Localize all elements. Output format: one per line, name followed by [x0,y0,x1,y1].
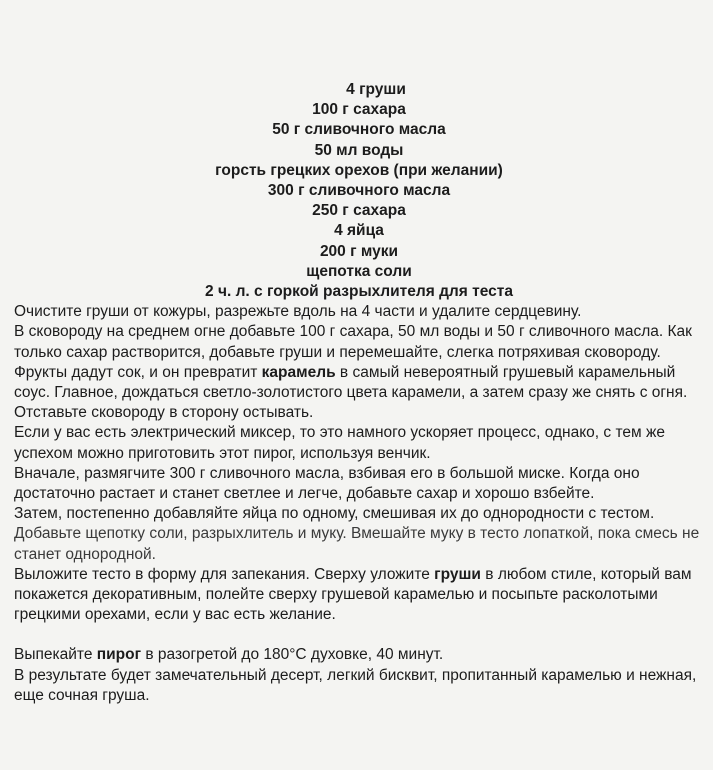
ingredient-item: 300 г сливочного масла [267,182,451,200]
ingredient-item: горсть грецких орехов (при желании) [215,161,503,179]
step-bold-text: карамель [261,363,336,381]
ingredient-item: 50 г сливочного масла [272,121,446,139]
ingredients-list [14,80,704,302]
ingredient-item: 4 яйца [334,222,384,240]
step-paragraph [14,565,704,626]
step-paragraph: Вначале, размягчите 300 г сливочного масла, взбивая его в большой миске. Когда оно достаточно растает и станет светлее и легче, добавьте сахар и хорошо взбейте. [14,464,640,503]
step-text: В сковороду на среднем огне добавьте 100 г сахара, 50 мл воды и 50 г сливочного масла. Как только сахар растворится, добавьте груши и перемешайте, слегка потряхивая сковороду. Фрукты дадут сок, и он превратит [14,323,692,381]
step-paragraph [14,645,704,665]
step-paragraph: В результате будет замечательный десерт, легкий бисквит, пропитанный карамелью и нежная, еще сочная груша. [14,666,697,704]
ingredient-item: 4 груши [346,81,406,98]
instructions [14,302,704,706]
step-bold-text: груши [434,565,481,583]
ingredient-item: 200 г муки [319,242,399,260]
step-paragraph: Очистите груши от кожуры, разрежьте вдоль на 4 части и удалите сердцевину. [14,303,582,321]
step-paragraph: Добавьте щепотку соли, разрыхлитель и муку. Вмешайте муку в тесто лопаткой, пока смесь не станет однородной. [14,525,700,563]
ingredient-item: 250 г сахара [312,202,406,220]
step-paragraph: Если у вас есть электрический миксер, то это намного ускоряет процесс, однако, с тем же успехом можно приготовить этот пирог, используя венчик. [14,424,665,462]
step-text: в самый невероятный грушевый карамельный соус. Главное, дождаться светло-золотистого цвета карамели, а затем сразу же снять с огня. Отставьте сковороду в сторону остывать. [14,363,688,422]
paragraph-spacer [14,625,704,645]
step-paragraph: Затем, постепенно добавляйте яйца по одному, смешивая их до однородности с тестом. [14,505,655,523]
ingredient-item: 2 ч. л. с горкой разрыхлителя для теста [205,283,513,301]
step-text: в разогретой до 180°C духовке, 40 минут. [141,646,444,664]
step-paragraph [14,322,704,423]
step-bold-text: пирог [96,646,142,664]
step-text: Выпекайте [14,646,97,664]
step-text: Выложите тесто в форму для запекания. Сверху уложите [14,565,435,583]
recipe-page [14,80,704,706]
step-text: в любом стиле, который вам покажется декоративным, полейте сверху грушевой карамелью и посыпьте расколотыми грецкими орехами, если у вас есть желание. [14,565,692,624]
ingredient-item: щепотка соли [306,262,412,280]
ingredient-item: 50 мл воды [314,141,404,159]
ingredient-item: 100 г сахара [312,101,406,119]
